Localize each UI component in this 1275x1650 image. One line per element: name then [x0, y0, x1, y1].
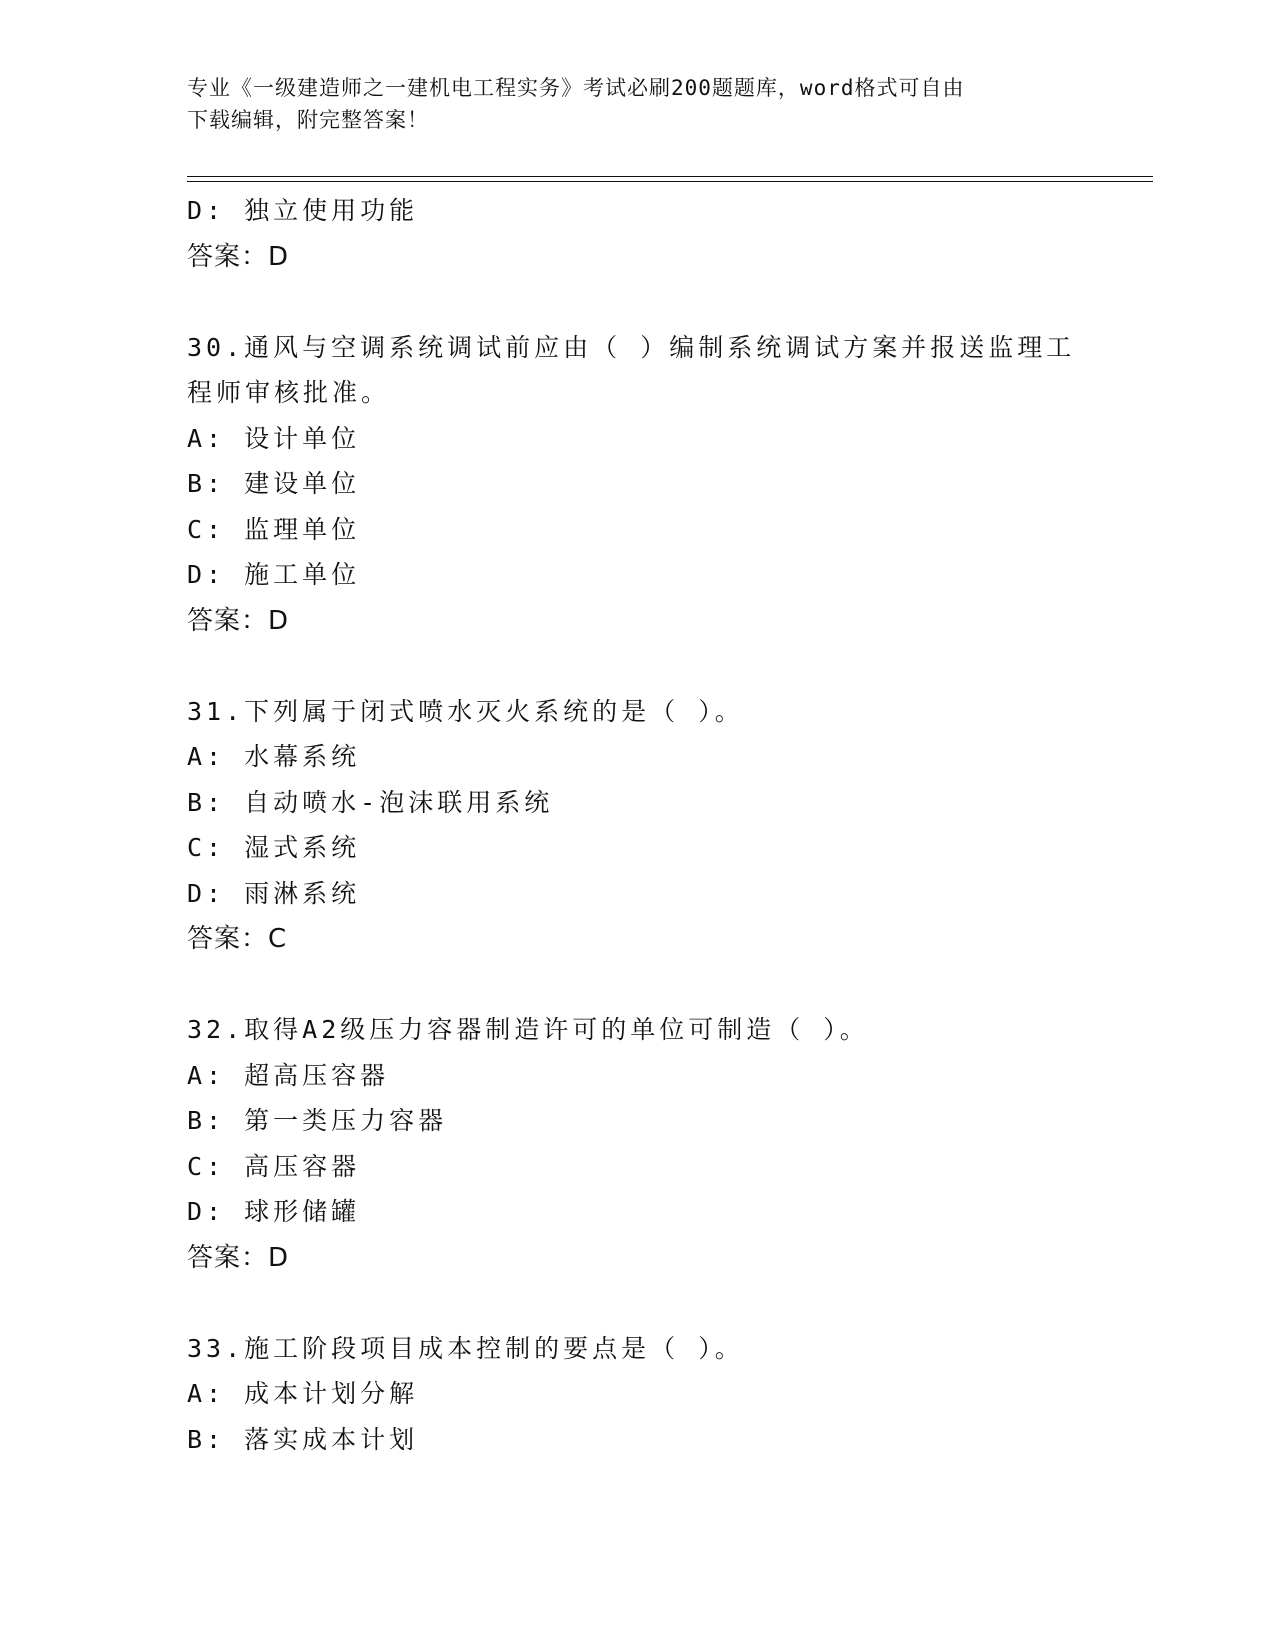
question-31	[187, 689, 1087, 963]
option-c: C: 高压容器	[187, 1151, 361, 1181]
question-stem: 31.下列属于闭式喷水灭火系统的是（ ）。	[187, 696, 744, 726]
question-stem: 33.施工阶段项目成本控制的要点是（ ）。	[187, 1333, 744, 1363]
option-b: B: 第一类压力容器	[187, 1106, 448, 1135]
answer: 答案：D	[187, 241, 290, 272]
option-a: A: 设计单位	[187, 423, 361, 453]
question-list	[187, 188, 1087, 1462]
header-divider-bottom	[187, 181, 1153, 182]
option-d: D: 球形储罐	[187, 1197, 361, 1226]
question-30	[187, 325, 1087, 644]
option-d: D: 雨淋系统	[187, 878, 361, 908]
header-line-2: 下载编辑，附完整答案！	[187, 108, 429, 132]
answer: 答案：D	[187, 605, 290, 636]
question-32	[187, 1007, 1087, 1281]
question-stem: 30.通风与空调系统调试前应由（ ）编制系统调试方案并报送监理工	[187, 332, 1076, 362]
answer: 答案：D	[187, 1242, 290, 1273]
option-a: A: 超高压容器	[187, 1060, 390, 1090]
option-d: D: 独立使用功能	[187, 196, 419, 225]
option-c: C: 监理单位	[187, 514, 361, 544]
question-29-continued	[187, 188, 1087, 280]
option-b: B: 建设单位	[187, 469, 361, 498]
question-33	[187, 1326, 1087, 1463]
document-header	[187, 72, 1087, 136]
option-b: B: 自动喷水-泡沫联用系统	[187, 787, 554, 817]
header-divider-top	[187, 176, 1153, 177]
option-d: D: 施工单位	[187, 560, 361, 589]
option-b: B: 落实成本计划	[187, 1424, 419, 1454]
header-line-1: 专业《一级建造师之一建机电工程实务》考试必刷200题题库，word格式可自由	[187, 76, 965, 100]
question-stem: 32.取得A2级压力容器制造许可的单位可制造（ ）。	[187, 1015, 869, 1044]
answer: 答案：C	[187, 924, 288, 954]
option-a: A: 成本计划分解	[187, 1379, 419, 1408]
option-c: C: 湿式系统	[187, 833, 361, 862]
question-stem-continued: 程师审核批准。	[187, 378, 391, 407]
option-a: A: 水幕系统	[187, 742, 361, 771]
